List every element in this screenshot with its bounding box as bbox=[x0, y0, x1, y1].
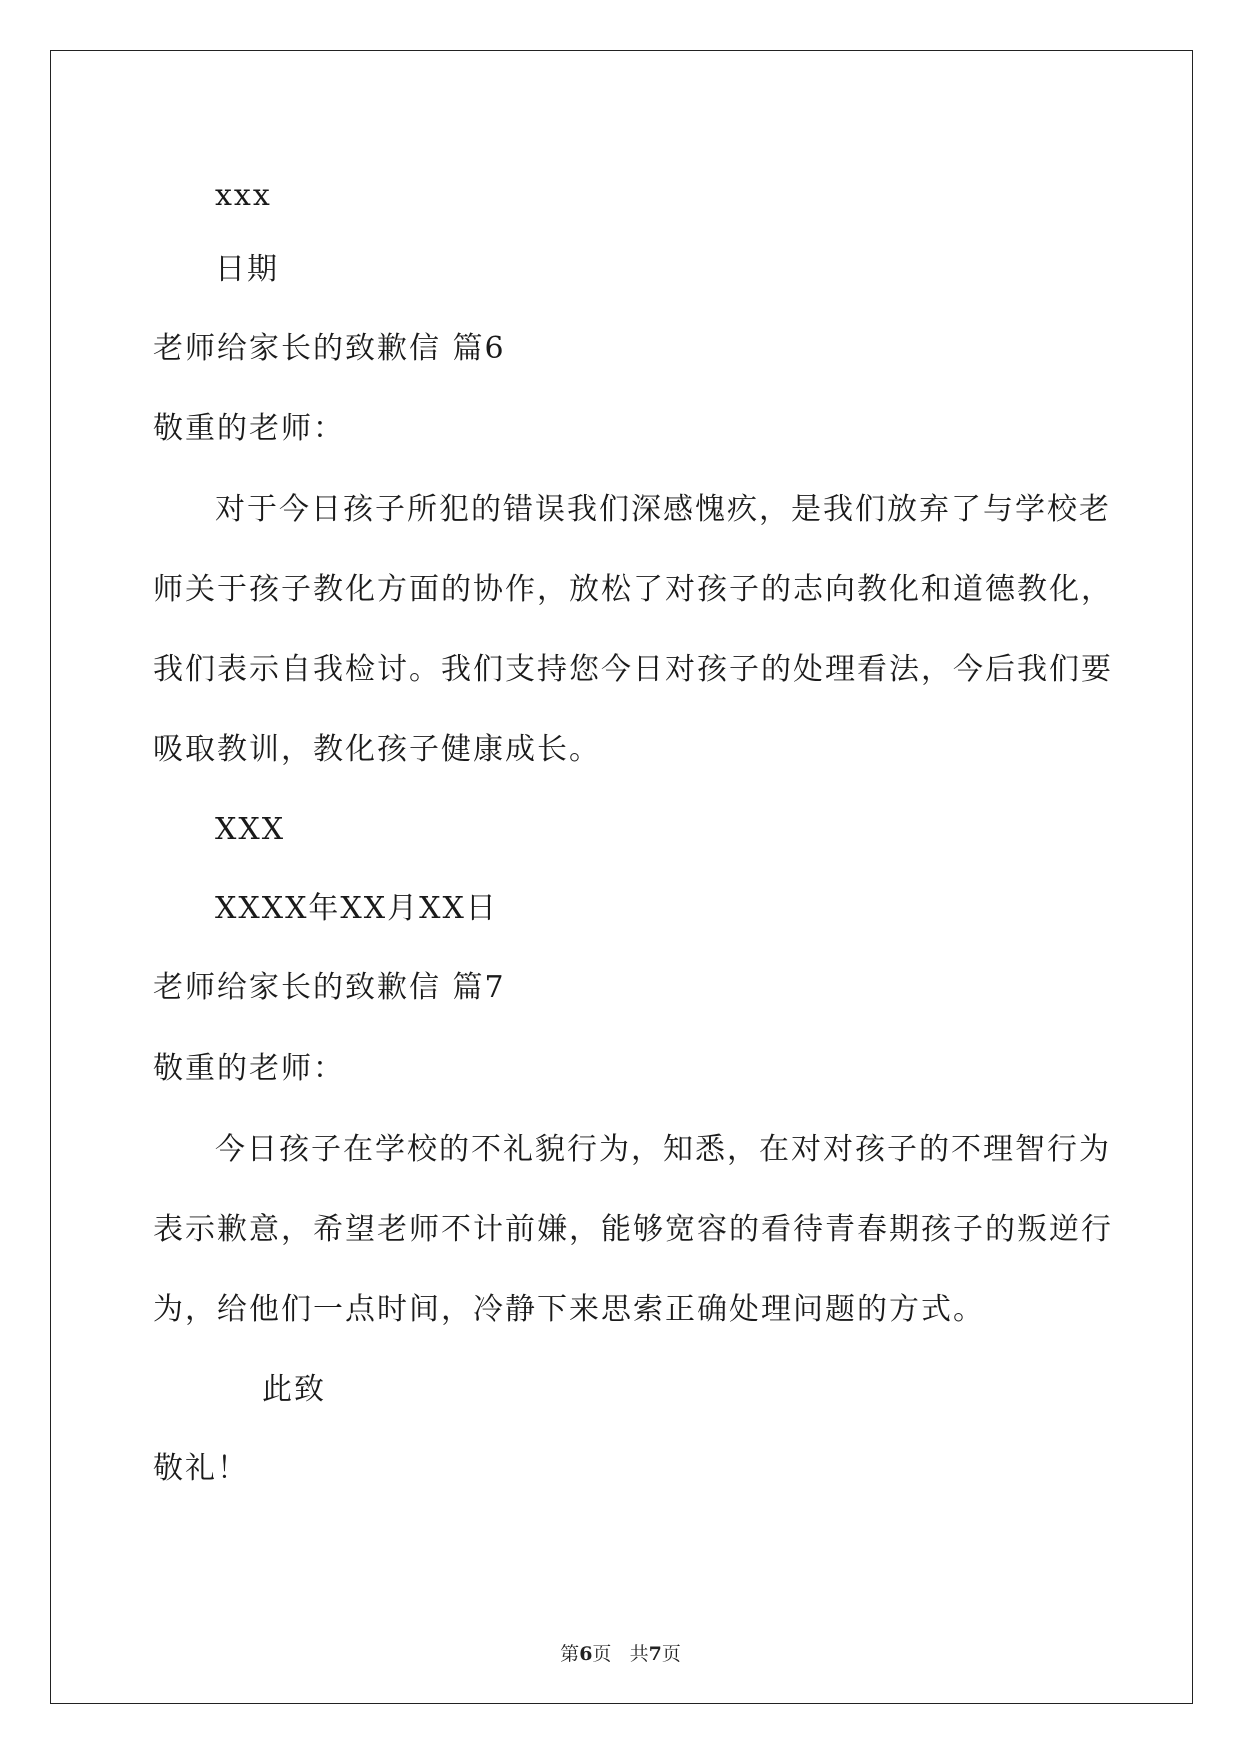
total-suffix: 页 bbox=[661, 1643, 681, 1665]
signature-name: xxx bbox=[215, 178, 272, 213]
total-prefix: 共 bbox=[629, 1643, 649, 1665]
section-heading-6: 老师给家长的致歉信 篇6 bbox=[153, 331, 506, 366]
closing-regards: 敬礼！ bbox=[153, 1451, 249, 1486]
section-heading-7: 老师给家长的致歉信 篇7 bbox=[153, 970, 506, 1005]
page-footer bbox=[0, 1642, 1241, 1666]
salutation: 敬重的老师： bbox=[153, 1051, 345, 1086]
body-paragraph-line: 吸取教训，教化孩子健康成长。 bbox=[153, 732, 601, 767]
body-paragraph-line: 师关于孩子教化方面的协作，放松了对孩子的志向教化和道德教化， bbox=[153, 572, 1113, 607]
salutation: 敬重的老师： bbox=[153, 411, 345, 446]
signature-date: XXXX年XX月XX日 bbox=[215, 891, 498, 926]
body-paragraph-line: 表示歉意，希望老师不计前嫌，能够宽容的看待青春期孩子的叛逆行 bbox=[153, 1212, 1113, 1247]
page-number: 6 bbox=[579, 1643, 593, 1665]
signature-name: XXX bbox=[215, 812, 286, 847]
closing-phrase: 此致 bbox=[262, 1372, 326, 1407]
page-prefix: 第 bbox=[560, 1643, 580, 1665]
body-paragraph-line: 为，给他们一点时间，冷静下来思索正确处理问题的方式。 bbox=[153, 1292, 985, 1327]
total-pages: 7 bbox=[648, 1643, 662, 1665]
body-paragraph-line: 对于今日孩子所犯的错误我们深感愧疚，是我们放弃了与学校老 bbox=[215, 492, 1111, 527]
body-paragraph-line: 今日孩子在学校的不礼貌行为，知悉，在对对孩子的不理智行为 bbox=[215, 1132, 1111, 1167]
body-paragraph-line: 我们表示自我检讨。我们支持您今日对孩子的处理看法，今后我们要 bbox=[153, 652, 1113, 687]
signature-date: 日期 bbox=[215, 252, 279, 287]
page-suffix: 页 bbox=[592, 1643, 612, 1665]
